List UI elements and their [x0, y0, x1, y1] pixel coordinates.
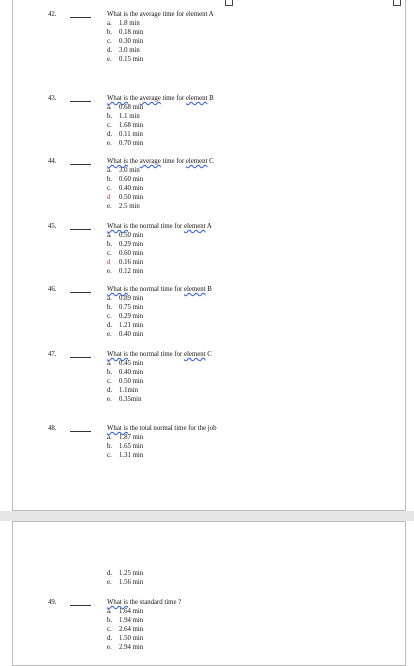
spellcheck-flagged-text: What is — [107, 223, 128, 230]
option-value: 1.87 min — [119, 434, 144, 442]
option-value: 1.65 min — [119, 443, 144, 451]
answer-blank[interactable] — [70, 17, 91, 18]
question-text-part: the normal time for — [127, 286, 185, 293]
option-letter: d. — [107, 130, 113, 138]
option-letter: d — [107, 258, 111, 266]
option-value: 1.94 min — [119, 617, 144, 625]
question-text-part: the normal time for — [127, 223, 185, 230]
option-value: 0.12 min — [119, 267, 144, 275]
option-value: 0.29 min — [119, 313, 144, 321]
page-corner-mark — [393, 0, 401, 6]
option-value: 0.50 min — [119, 193, 144, 201]
option-letter: e. — [107, 55, 112, 63]
option-letter: c. — [107, 185, 112, 193]
spellcheck-flagged-text: element — [184, 351, 206, 358]
question-text — [107, 157, 214, 166]
question-text-part: B — [207, 95, 214, 102]
option-value: 0.50 min — [119, 378, 144, 386]
option-letter: b. — [107, 29, 113, 37]
option-letter: e. — [107, 643, 112, 651]
option-letter: c. — [107, 313, 112, 321]
option-letter: a. — [107, 20, 112, 28]
spellcheck-flagged-text: What is — [107, 286, 128, 293]
option-value: 0.16 min — [119, 258, 144, 266]
option-letter: d. — [107, 386, 113, 394]
option-value: 0.18 min — [119, 29, 144, 37]
page-corner-mark — [225, 0, 233, 6]
option-letter: b. — [107, 617, 113, 625]
spellcheck-flagged-text: element — [185, 95, 208, 102]
question-text-part: C — [205, 351, 212, 358]
answer-blank[interactable] — [70, 605, 91, 606]
question-number: 44. — [48, 158, 57, 165]
option-value: 0.35min — [119, 395, 142, 403]
question-number: 46. — [48, 286, 57, 293]
question-number: 48. — [48, 425, 57, 432]
question-text — [107, 350, 212, 359]
question-text-part: the — [127, 158, 140, 165]
question-number: 42. — [48, 11, 57, 18]
option-letter: a. — [107, 434, 112, 442]
spellcheck-flagged-text: element — [184, 223, 206, 230]
option-letter: b. — [107, 113, 113, 121]
answer-blank[interactable] — [70, 431, 91, 432]
option-letter: b. — [107, 369, 113, 377]
option-letter: c. — [107, 38, 112, 46]
option-letter: c. — [107, 626, 112, 634]
spellcheck-flagged-text: average — [139, 95, 161, 102]
option-value: 3.0 min — [119, 167, 140, 175]
question-text — [107, 598, 181, 607]
option-letter: b. — [107, 176, 113, 184]
option-value: 0.50 min — [119, 232, 144, 240]
option-letter: c. — [107, 250, 112, 258]
answer-blank[interactable] — [70, 292, 91, 293]
question-text — [107, 285, 212, 294]
option-value: 1.21 min — [119, 321, 144, 329]
answer-blank[interactable] — [70, 229, 91, 230]
option-value: 0.40 min — [119, 369, 144, 377]
option-letter: b. — [107, 304, 113, 312]
option-letter: a. — [107, 104, 112, 112]
option-value: 0.29 min — [119, 241, 144, 249]
option-letter: d. — [107, 321, 113, 329]
spellcheck-flagged-text: What is — [107, 95, 128, 102]
option-letter: a. — [107, 167, 112, 175]
option-value: 3.0 min — [119, 46, 140, 54]
question-text-part: time for — [160, 95, 186, 102]
question-text — [107, 424, 216, 433]
option-value: 0.70 min — [119, 139, 144, 147]
option-letter: c. — [107, 452, 112, 460]
option-letter: e. — [107, 267, 112, 275]
option-value: 2.5 min — [119, 202, 140, 210]
question-text-part: the total normal time for the job — [127, 425, 217, 432]
option-value: 1.64 min — [119, 608, 144, 616]
question-number: 43. — [48, 95, 57, 102]
option-value: 0.40 min — [119, 185, 144, 193]
option-letter: c. — [107, 122, 112, 130]
question-text — [107, 94, 214, 103]
question-text-part: A — [205, 223, 212, 230]
option-value: 2.64 min — [119, 626, 144, 634]
option-letter: e. — [107, 395, 112, 403]
option-value: 0.11 min — [119, 130, 143, 138]
option-value: 2.94 min — [119, 643, 144, 651]
option-value: 0.60 min — [119, 176, 144, 184]
question-text-part: the — [127, 95, 140, 102]
option-value: 0.15 min — [119, 55, 144, 63]
question-number: 49. — [48, 599, 57, 606]
option-letter: e. — [107, 330, 112, 338]
option-letter: d. — [107, 634, 113, 642]
option-value: 1.8 min — [119, 20, 140, 28]
option-letter: b. — [107, 241, 113, 249]
question-text-part: B — [205, 286, 212, 293]
spellcheck-flagged-text: element — [185, 158, 208, 165]
spellcheck-flagged-text: What is — [107, 425, 128, 432]
option-letter: a. — [107, 360, 112, 368]
spellcheck-flagged-text: What is — [107, 158, 128, 165]
option-letter: b. — [107, 443, 113, 451]
option-value: 0.75 min — [119, 304, 144, 312]
question-number: 45. — [48, 223, 57, 230]
question-text — [107, 222, 212, 231]
option-value: 0.68 min — [119, 104, 144, 112]
option-letter: d. — [107, 46, 113, 54]
option-letter: a. — [107, 295, 112, 303]
question-text-part: C — [207, 158, 214, 165]
option-letter: d — [107, 193, 111, 201]
question-text-part: the normal time for — [127, 351, 185, 358]
option-value: 1.50 min — [119, 634, 144, 642]
option-value: 1.31 min — [119, 452, 144, 460]
question-text — [107, 10, 214, 19]
answer-blank[interactable] — [70, 164, 91, 165]
option-value: 0.60 min — [119, 250, 144, 258]
option-letter: e. — [107, 202, 112, 210]
answer-blank[interactable] — [70, 101, 91, 102]
document-page-2 — [12, 521, 406, 666]
option-value: 0.30 min — [119, 38, 144, 46]
option-letter: a. — [107, 608, 112, 616]
option-value: 1.1 min — [119, 113, 140, 121]
question-number: 47. — [48, 351, 57, 358]
option-letter: e. — [107, 139, 112, 147]
question-text-part: time for — [160, 158, 186, 165]
spellcheck-flagged-text: average — [139, 158, 161, 165]
document-page-1 — [12, 0, 406, 511]
question-text-part: What is the average time for element A — [107, 11, 214, 18]
option-value: 0.40 min — [119, 330, 144, 338]
option-value: 1.68 min — [119, 122, 144, 130]
option-value: 0.89 min — [119, 295, 144, 303]
option-value: 1.1min — [119, 386, 139, 394]
spellcheck-flagged-text: What is — [107, 599, 128, 606]
option-value: 0.45 min — [119, 360, 144, 368]
option-letter: a. — [107, 232, 112, 240]
page-gap — [0, 511, 414, 521]
answer-blank[interactable] — [70, 357, 91, 358]
spellcheck-flagged-text: element — [184, 286, 206, 293]
option-letter: c. — [107, 378, 112, 386]
spellcheck-flagged-text: What is — [107, 351, 128, 358]
question-text-part: the standard time ? — [127, 599, 182, 606]
